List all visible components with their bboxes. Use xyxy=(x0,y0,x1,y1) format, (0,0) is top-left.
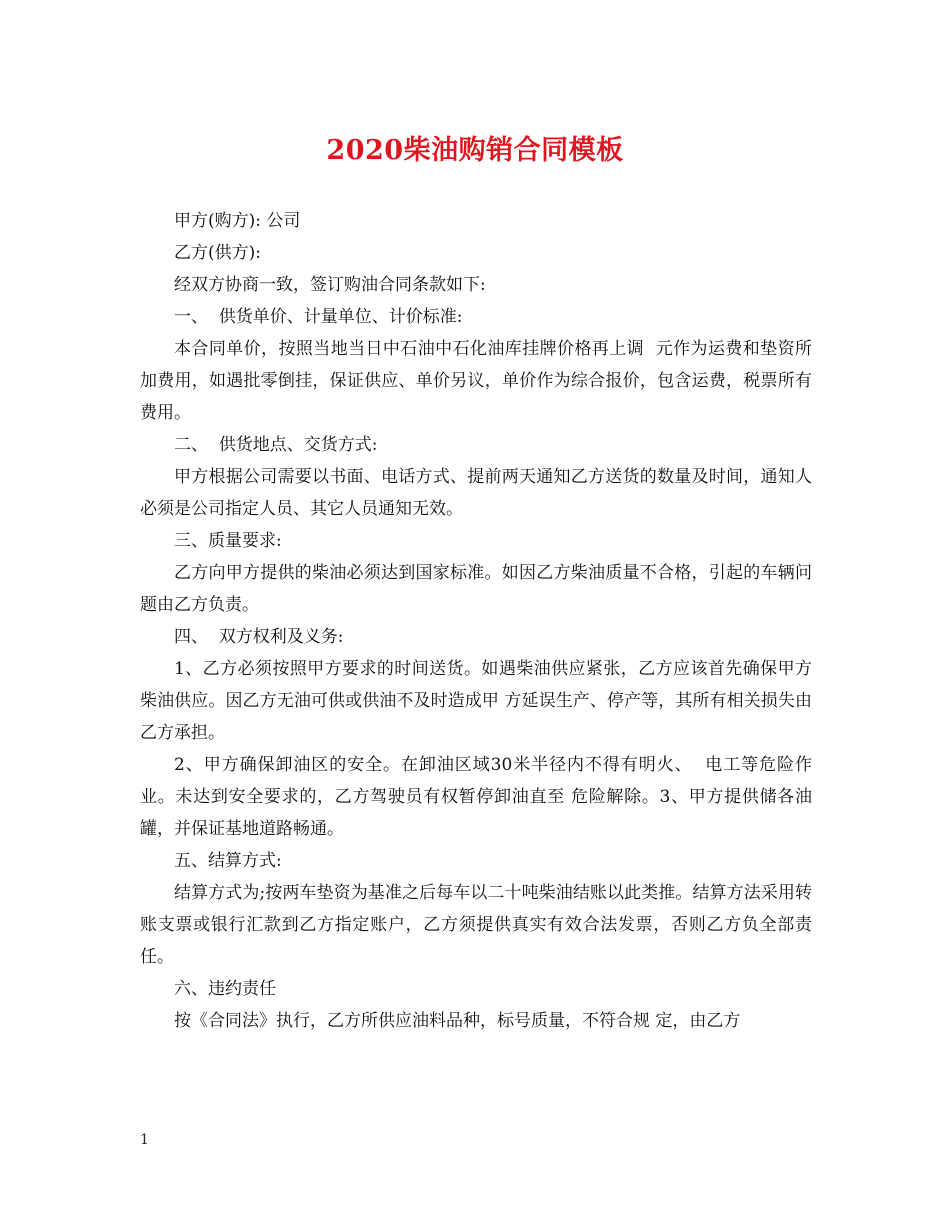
section-2-paragraph: 甲方根据公司需要以书面、电话方式、提前两天通知乙方送货的数量及时间，通知人必须是公司指定人员、其它人员通知无效。 xyxy=(140,467,812,519)
intro-paragraph: 经双方协商一致，签订购油合同条款如下: xyxy=(174,275,486,295)
section-heading-2: 二、 供货地点、交货方式: xyxy=(174,435,378,455)
section-1-paragraph: 本合同单价，按照当地当日中石油中石化油库挂牌价格再上调 元作为运费和垫资所加费用，如遇批零倒挂，保证供应、单价另议，单价作为综合报价，包含运费，税票所有费用。 xyxy=(140,339,812,423)
section-heading-3: 三、质量要求: xyxy=(174,531,282,551)
document-body xyxy=(140,205,812,1037)
section-4-item-1: 1、乙方必须按照甲方要求的时间送货。如遇柴油供应紧张，乙方应该首先确保甲方柴油供应。因乙方无油可供或供油不及时造成甲 方延误生产、停产等，其所有相关损失由乙方承担。 xyxy=(140,659,812,743)
section-heading-6: 六、违约责任 xyxy=(174,979,276,999)
page-number: 1 xyxy=(140,1132,149,1148)
section-5-paragraph: 结算方式为;按两车垫资为基准之后每车以二十吨柴油结账以此类推。结算方法采用转账支票或银行汇款到乙方指定账户，乙方须提供真实有效合法发票，否则乙方负全部责任。 xyxy=(140,883,812,967)
section-heading-4: 四、 双方权利及义务: xyxy=(174,627,344,647)
party-a-line: 甲方(购方): 公司 xyxy=(174,211,301,231)
section-6-paragraph: 按《合同法》执行，乙方所供应油料品种，标号质量，不符合规 定，由乙方 xyxy=(174,1011,741,1031)
section-heading-1: 一、 供货单价、计量单位、计价标准: xyxy=(174,307,463,327)
party-b-line: 乙方(供方): xyxy=(174,243,261,263)
section-3-paragraph: 乙方向甲方提供的柴油必须达到国家标准。如因乙方柴油质量不合格，引起的车辆问题由乙方负责。 xyxy=(140,563,812,615)
document-title: 2020柴油购销合同模板 xyxy=(326,135,624,166)
section-4-item-2: 2、甲方确保卸油区的安全。在卸油区域30米半径内不得有明火、 电工等危险作业。未达到安全要求的，乙方驾驶员有权暂停卸油直至 危险解除。3、甲方提供储各油罐，并保证基地道路畅通。 xyxy=(140,755,812,839)
section-heading-5: 五、结算方式: xyxy=(174,851,282,871)
